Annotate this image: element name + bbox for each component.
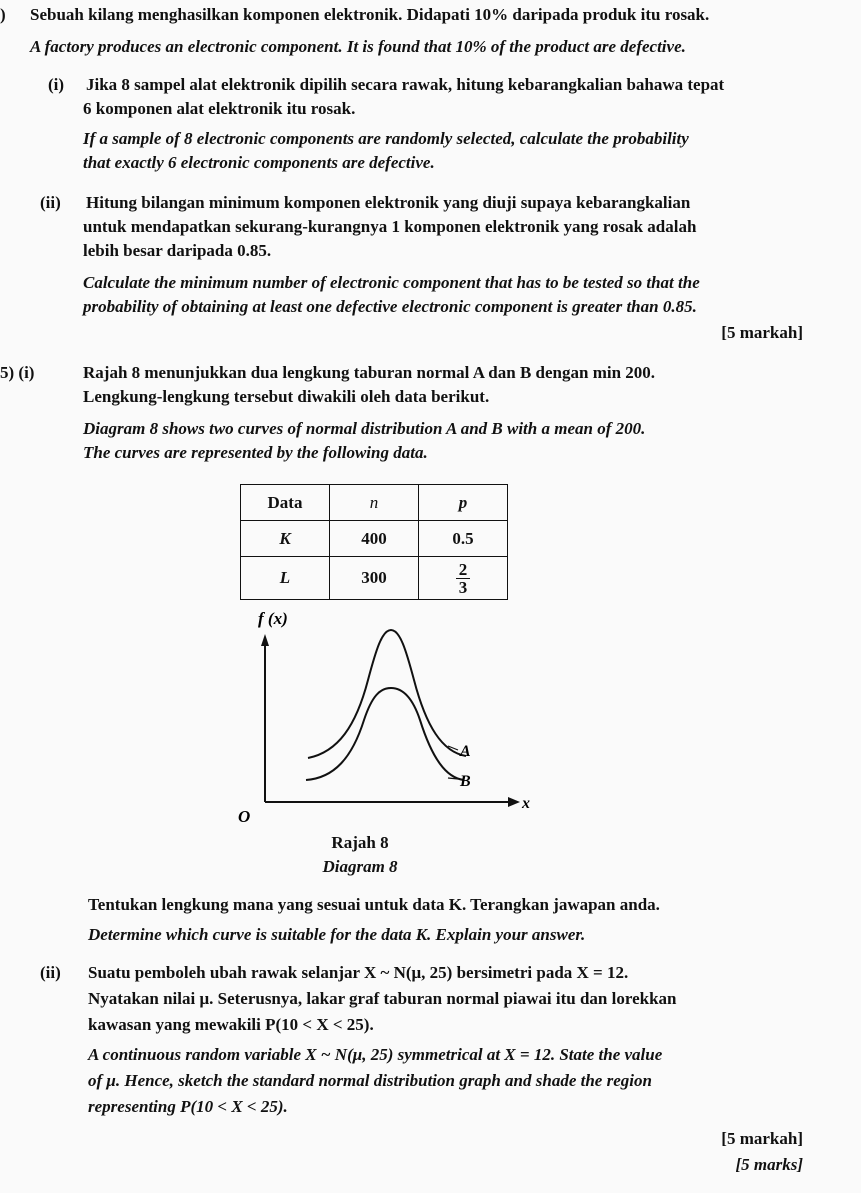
question-b-part-ii-english-2: of μ. Hence, sketch the standard normal distribution graph and shade the region xyxy=(88,1071,652,1090)
question-b-part-ii-malay-1: Suatu pemboleh ubah rawak selanjar X ~ N(μ, 25) bersimetri pada X = 12. xyxy=(88,963,629,982)
table-cell: L xyxy=(241,557,330,600)
question-a-malay: Sebuah kilang menghasilkan komponen elektronik. Didapati 10% daripada produk itu rosak. xyxy=(30,5,710,24)
marks-a: [5 markah] xyxy=(721,323,803,342)
question-b-marker: 5) (i) xyxy=(0,363,35,382)
table-cell: 0.5 xyxy=(419,521,508,557)
curve-b-label: B xyxy=(460,773,471,790)
diagram-caption-english: Diagram 8 xyxy=(322,857,398,876)
question-a-marker: ) xyxy=(0,5,6,24)
question-a-english: A factory produces an electronic component. It is found that 10% of the product are defective. xyxy=(30,37,686,56)
table-row xyxy=(241,557,508,600)
curve-a-label: A xyxy=(460,743,471,760)
table-cell: 400 xyxy=(330,521,419,557)
table-row xyxy=(241,521,508,557)
question-b-part-ii-english-3: representing P(10 < X < 25). xyxy=(88,1097,288,1116)
table-header: n xyxy=(330,485,419,521)
x-axis-arrow xyxy=(508,797,520,807)
question-b-english-1: Diagram 8 shows two curves of normal distribution A and B with a mean of 200. xyxy=(83,419,646,438)
table-header: p xyxy=(419,485,508,521)
question-b-malay-1: Rajah 8 menunjukkan dua lengkung taburan normal A dan B dengan min 200. xyxy=(83,363,656,382)
part-i-english-1: If a sample of 8 electronic components are randomly selected, calculate the probability xyxy=(83,129,689,148)
part-ii-malay-3: lebih besar daripada 0.85. xyxy=(83,241,272,260)
part-i-malay-1: Jika 8 sampel alat elektronik dipilih secara rawak, hitung kebarangkalian bahawa tepat xyxy=(86,75,725,94)
normal-curves-diagram xyxy=(220,600,540,825)
question-b-part-ii-malay-3: kawasan yang mewakili P(10 < X < 25). xyxy=(88,1015,374,1034)
table-cell: 300 xyxy=(330,557,419,600)
part-ii-malay-1: Hitung bilangan minimum komponen elektronik yang diuji supaya kebarangkalian xyxy=(86,193,691,212)
marks-b-malay: [5 markah] xyxy=(721,1129,803,1148)
marks-b-english: [5 marks] xyxy=(735,1155,803,1174)
origin-label: O xyxy=(238,807,251,825)
question-b-english-2: The curves are represented by the following data. xyxy=(83,443,428,462)
question-b-part-ii-malay-2: Nyatakan nilai μ. Seterusnya, lakar graf taburan normal piawai itu dan lorekkan xyxy=(88,989,677,1008)
diagram-caption-malay: Rajah 8 xyxy=(331,833,389,852)
fraction-denominator: 3 xyxy=(458,578,468,597)
part-i-label: (i) xyxy=(48,75,65,94)
part-ii-malay-2: untuk mendapatkan sekurang-kurangnya 1 komponen elektronik yang rosak adalah xyxy=(83,217,697,236)
question-b-malay-2: Lengkung-lengkung tersebut diwakili oleh data berikut. xyxy=(83,387,490,406)
part-i-malay-2: 6 komponen alat elektronik itu rosak. xyxy=(83,99,356,118)
y-axis-arrow xyxy=(261,634,269,646)
part-ii-english-2: probability of obtaining at least one defective electronic component is greater than 0.85. xyxy=(83,297,697,316)
table-cell xyxy=(419,557,508,600)
part-i-english-2: that exactly 6 electronic components are defective. xyxy=(83,153,435,172)
curve-b xyxy=(306,688,464,780)
curve-a xyxy=(308,630,466,758)
table-header-row xyxy=(241,485,508,521)
task-malay: Tentukan lengkung mana yang sesuai untuk data K. Terangkan jawapan anda. xyxy=(88,895,660,914)
task-english: Determine which curve is suitable for the data K. Explain your answer. xyxy=(88,925,586,944)
fraction xyxy=(456,561,471,596)
data-table xyxy=(240,484,508,600)
fraction-numerator: 2 xyxy=(456,561,471,579)
x-axis-label: x xyxy=(522,795,530,812)
question-b-part-ii-english-1: A continuous random variable X ~ N(μ, 25) symmetrical at X = 12. State the value xyxy=(88,1045,663,1064)
part-ii-english-1: Calculate the minimum number of electronic component that has to be tested so that the xyxy=(83,273,700,292)
y-axis-label: f (x) xyxy=(258,609,288,628)
table-header: Data xyxy=(241,485,330,521)
part-ii-label: (ii) xyxy=(40,193,61,212)
table-cell: K xyxy=(241,521,330,557)
question-b-part-ii-label: (ii) xyxy=(40,963,61,982)
